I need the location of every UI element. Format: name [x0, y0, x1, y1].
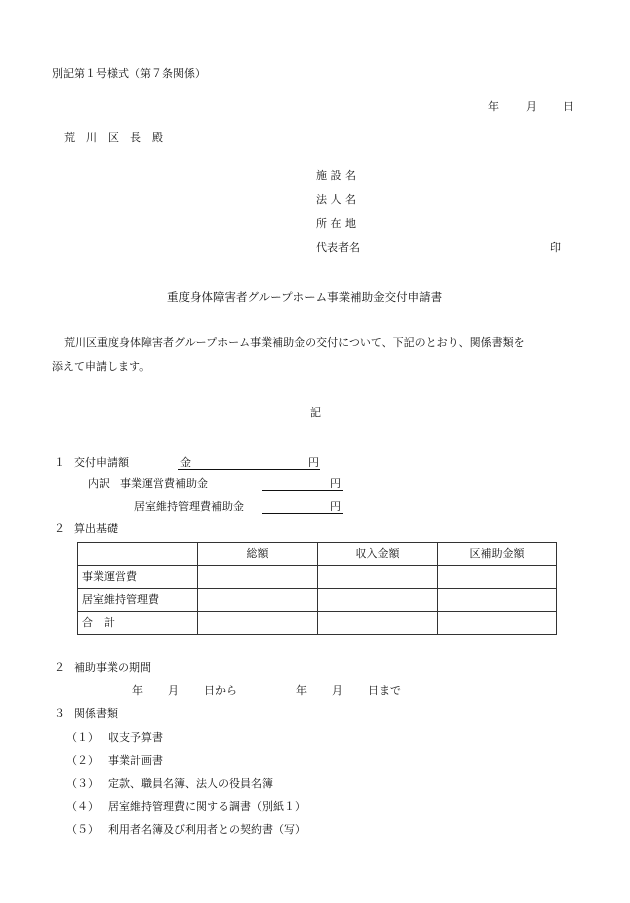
table-row — [78, 566, 557, 589]
body-line-1: 荒川区重度身体障害者グループホーム事業補助金の交付について、下記のとおり、関係書類を — [64, 336, 525, 349]
item2-underline — [262, 513, 343, 514]
period-to-day: 日まで — [368, 684, 401, 697]
doc-item-text: 定款、職員名簿、法人の役員名簿 — [108, 777, 273, 790]
total-cell — [198, 589, 318, 612]
section3-label: 補助事業の期間 — [74, 661, 151, 674]
ki-heading: 記 — [310, 406, 321, 419]
item1-yen: 円 — [330, 477, 341, 490]
doc-item-number: （３） — [66, 777, 99, 790]
row-label: 事業運営費 — [78, 566, 198, 589]
income-cell — [318, 612, 438, 635]
section1-yen: 円 — [308, 456, 319, 469]
table-header-total: 総額 — [198, 543, 318, 566]
table-header-blank — [78, 543, 198, 566]
income-cell — [318, 566, 438, 589]
doc-item-text: 利用者名簿及び利用者との契約書（写） — [108, 823, 306, 836]
table-header-subsidy: 区補助金額 — [438, 543, 557, 566]
section1-label: 交付申請額 — [74, 456, 129, 469]
section1-number: １ — [54, 456, 65, 469]
section1-kin: 金 — [180, 456, 191, 469]
row-label: 居室維持管理費 — [78, 589, 198, 612]
income-cell — [318, 589, 438, 612]
subsidy-cell — [438, 589, 557, 612]
address-label: 所 在 地 — [316, 217, 356, 230]
table-header-row — [78, 543, 557, 566]
period-from-month: 月 — [168, 684, 179, 697]
period-to-month: 月 — [332, 684, 343, 697]
item1-label: 事業運営費補助金 — [120, 477, 208, 490]
date-day: 日 — [563, 100, 574, 113]
item2-label: 居室維持管理費補助金 — [134, 500, 244, 513]
doc-item-text: 事業計画書 — [108, 754, 163, 767]
doc-item-number: （４） — [66, 800, 99, 813]
doc-item-number: （１） — [66, 731, 99, 744]
period-from-day: 日から — [204, 684, 237, 697]
date-year: 年 — [488, 100, 499, 113]
doc-item-number: （５） — [66, 823, 99, 836]
subsidy-cell — [438, 566, 557, 589]
section3-number: ２ — [54, 661, 65, 674]
addressee: 荒 川 区 長 殿 — [64, 131, 163, 144]
page-title: 重度身体障害者グループホーム事業補助金交付申請書 — [167, 290, 443, 304]
table-row — [78, 612, 557, 635]
section2-number: ２ — [54, 522, 65, 535]
period-from-year: 年 — [132, 684, 143, 697]
total-cell — [198, 566, 318, 589]
doc-item-number: （２） — [66, 754, 99, 767]
section4-label: 関係書類 — [74, 707, 118, 720]
row-label: 合 計 — [78, 612, 198, 635]
corporation-name-label: 法 人 名 — [316, 193, 356, 206]
amount-underline — [178, 469, 320, 470]
period-to-year: 年 — [296, 684, 307, 697]
calculation-table — [77, 542, 557, 635]
date-month: 月 — [526, 100, 537, 113]
section2-label: 算出基礎 — [74, 522, 118, 535]
table-header-income: 収入金額 — [318, 543, 438, 566]
subsidy-cell — [438, 612, 557, 635]
total-cell — [198, 612, 318, 635]
seal-mark: 印 — [550, 241, 561, 254]
item1-underline — [262, 490, 343, 491]
representative-label: 代表者名 — [316, 241, 360, 254]
breakdown-label: 内訳 — [88, 477, 110, 490]
form-label: 別記第１号様式（第７条関係） — [52, 67, 206, 80]
item2-yen: 円 — [330, 500, 341, 513]
section4-number: ３ — [54, 707, 65, 720]
facility-name-label: 施 設 名 — [316, 169, 356, 182]
table-row — [78, 589, 557, 612]
body-line-2: 添えて申請します。 — [52, 360, 151, 373]
doc-item-text: 居室維持管理費に関する調書（別紙１） — [108, 800, 306, 813]
doc-item-text: 収支予算書 — [108, 731, 163, 744]
